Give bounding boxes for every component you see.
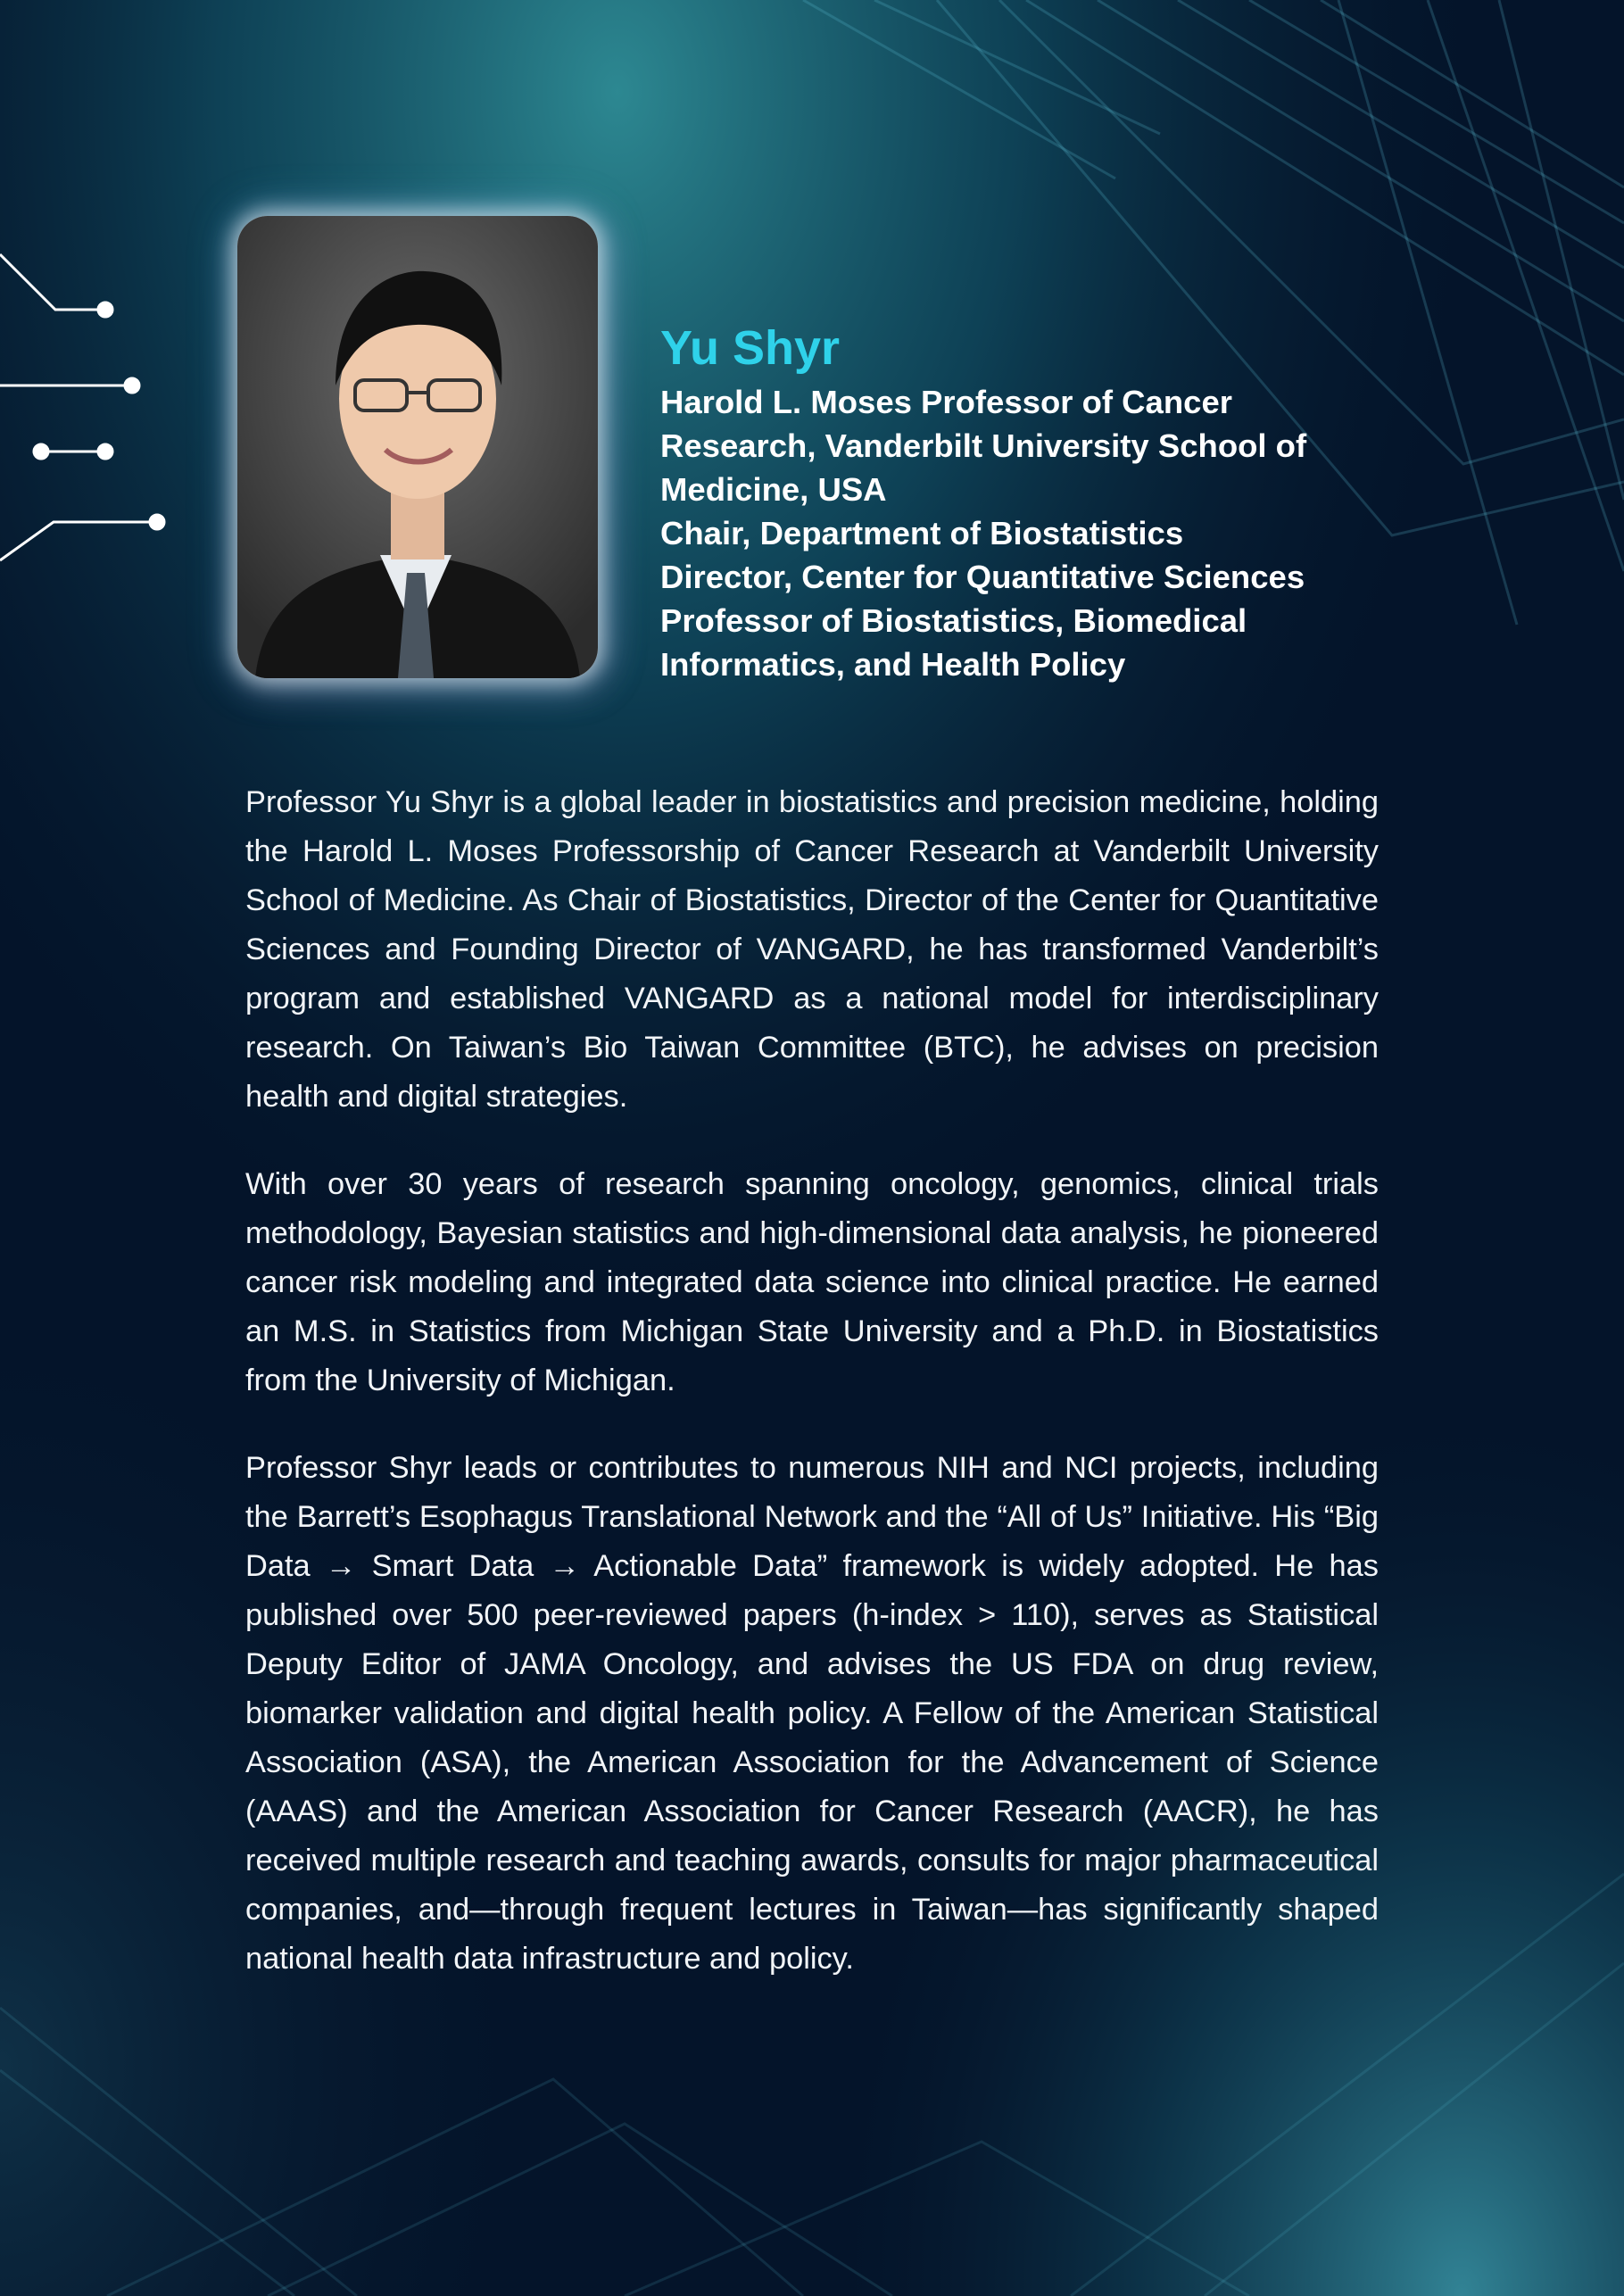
- title-line: Research, Vanderbilt University School of: [660, 427, 1307, 464]
- bio-paragraph: Professor Shyr leads or contributes to numerous NIH and NCI projects, including the Barrett’s Esophagus Translational Network and the “All of Us” Initiative. His “Big Data → Smart Data → Actionable Data” framework is widely adopted. He has published over 500 peer-reviewed papers (h-index > 110), serves as Statistical Deputy Editor of JAMA Oncology, and advises the US FDA on drug review, biomarker validation and digital health policy. A Fellow of the American Statistical Association (ASA), the American Association for the Advancement of Science (AAAS) and the American Association for Cancer Research (AACR), he has received multiple research and teaching awards, consults for major pharmaceutical companies, and—through frequent lectures in Taiwan—has significantly shaped national health data infrastructure and policy.: [245, 1451, 1379, 1976]
- title-line: Professor of Biostatistics, Biomedical: [660, 602, 1247, 639]
- bio-paragraph: Professor Yu Shyr is a global leader in biostatistics and precision medicine, holding the Harold L. Moses Professorship of Cancer Research at Vanderbilt University School of Medicine. As Chair of Biostatistics, Director of the Center for Quantitative Sciences and Founding Director of VANGARD, he has transformed Vanderbilt’s program and established VANGARD as a national model for interdisciplinary research. On Taiwan’s Bio Taiwan Committee (BTC), he advises on precision health and digital strategies.: [245, 785, 1379, 1114]
- title-line: Director, Center for Quantitative Sciences: [660, 559, 1305, 595]
- biography: [245, 778, 1379, 2022]
- speaker-titles: [660, 380, 1392, 686]
- speaker-name: Yu Shyr: [660, 321, 841, 375]
- title-line: Harold L. Moses Professor of Cancer: [660, 384, 1232, 420]
- bio-paragraph: With over 30 years of research spanning oncology, genomics, clinical trials methodology, Bayesian statistics and high-dimensional data analysis, he pioneered cancer risk modeling and integrated data science into clinical practice. He earned an M.S. in Statistics from Michigan State University and a Ph.D. in Biostatistics from the University of Michigan.: [245, 1167, 1379, 1397]
- title-line: Informatics, and Health Policy: [660, 646, 1126, 683]
- title-line: Medicine, USA: [660, 471, 887, 508]
- portrait-image: [237, 216, 598, 678]
- title-line: Chair, Department of Biostatistics: [660, 515, 1184, 551]
- profile-photo: [237, 216, 598, 678]
